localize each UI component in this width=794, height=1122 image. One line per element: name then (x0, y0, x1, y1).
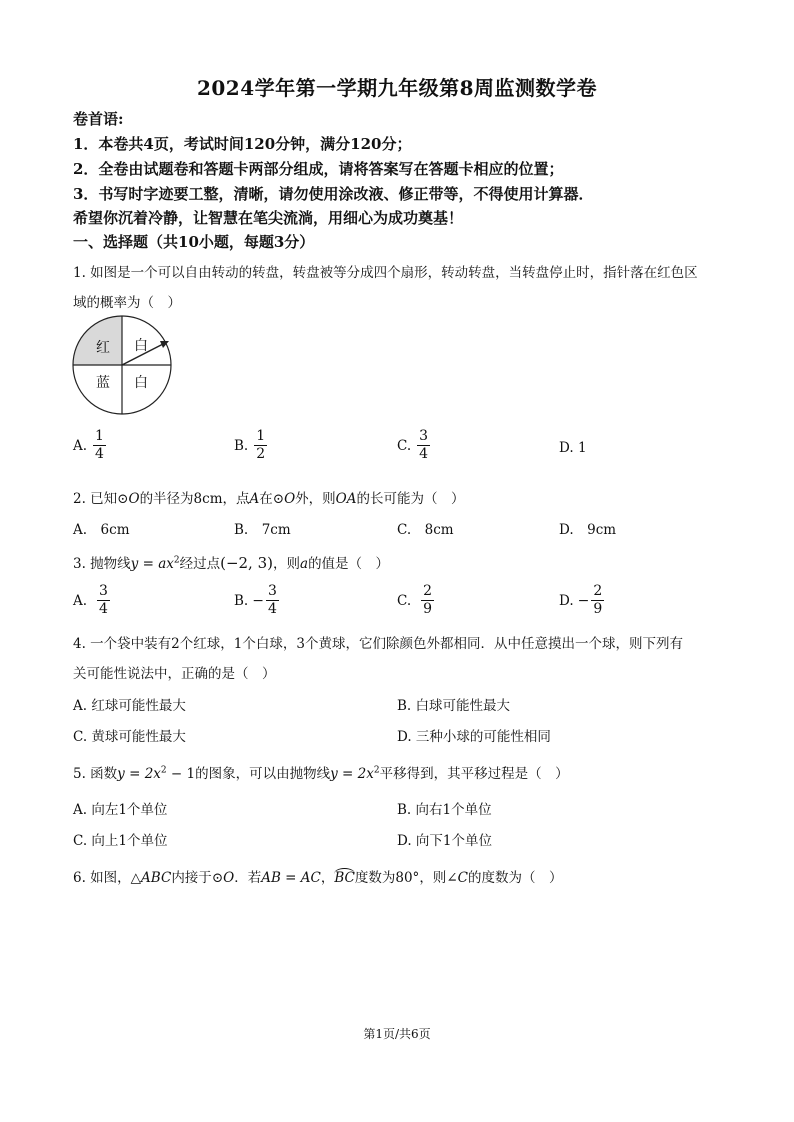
denominator: 4 (95, 446, 104, 462)
q4-option-d[interactable]: D. 三种小球的可能性相同 (397, 729, 551, 745)
q5-option-d[interactable]: D. 向下1个单位 (397, 833, 493, 849)
q4-line-1: 4. 一个袋中装有2个红球，1个白球，3个黄球，它们除颜色外都相同．从中任意摸出一个球，则下列有 (73, 636, 683, 652)
preface-line-1: 1．本卷共4页，考试时间120分钟，满分120分； (73, 135, 412, 153)
q1-option-c[interactable] (397, 428, 430, 463)
q3-text: 的值是（ ） (308, 556, 390, 572)
point-coordinates: (−2, 3) (220, 554, 273, 572)
sign: − (252, 592, 264, 609)
equal-sides: AB = AC (261, 870, 321, 886)
arc-degree: 80° (395, 870, 420, 886)
sector-label-red: 红 (96, 340, 110, 356)
q4-option-c[interactable]: C. 黄球可能性最大 (73, 729, 186, 745)
option-label: D. (559, 592, 574, 609)
function-equation: y = 2x (117, 766, 161, 782)
option-value: 1 (577, 440, 587, 456)
denominator: 4 (419, 446, 429, 462)
exponent: 2 (373, 765, 380, 776)
circle-o: ⊙O (211, 870, 235, 886)
numerator: 1 (95, 428, 104, 444)
q1-line-2: 域的概率为（ ） (73, 295, 181, 311)
numerator: 3 (267, 583, 277, 599)
angle-c: ∠C (446, 870, 468, 886)
page-footer: 第1页/共6页 (363, 1027, 431, 1041)
triangle-abc: △ABC (130, 870, 172, 886)
denominator: 4 (267, 601, 277, 617)
q5-option-b[interactable]: B. 向右1个单位 (397, 802, 492, 818)
circle-o: ⊙O (117, 491, 140, 507)
sector-label-white-top: 白 (134, 338, 148, 354)
q2-text: 2. 已知 (73, 491, 118, 507)
q4-option-b[interactable]: B. 白球可能性最大 (397, 698, 511, 714)
option-label: B. (234, 437, 249, 454)
denominator: 4 (99, 601, 108, 617)
fraction (266, 583, 279, 618)
q2-text: 在 (259, 491, 273, 507)
q3-text: 经过点 (179, 556, 221, 572)
q6-text: 度数为 (354, 870, 396, 886)
q6-text: ．若 (234, 870, 262, 886)
option-label: D. (559, 440, 574, 456)
function-constant: − 1 (166, 766, 196, 782)
q5-option-a[interactable]: A. 向左1个单位 (73, 802, 168, 818)
numerator: 3 (99, 583, 108, 599)
q4-line-2: 关可能性说法中，正确的是（ ） (73, 666, 276, 682)
q2-text: 的长可能为（ ） (356, 491, 465, 507)
q2-option-a[interactable]: A. 6cm (73, 522, 130, 538)
denominator: 2 (256, 446, 266, 462)
q6-text: 的度数为（ ） (467, 870, 563, 886)
fraction (97, 583, 110, 618)
denominator: 9 (423, 601, 433, 617)
section-heading: 一、选择题（共10小题，每题3分） (73, 233, 315, 251)
q5-text: 的图象，可以由抛物线 (195, 766, 331, 782)
fraction (421, 583, 434, 618)
sector-label-blue: 蓝 (96, 375, 110, 391)
q6-text: 6. 如图， (73, 870, 131, 886)
q6-text: ，则 (419, 870, 447, 886)
q6-text: 内接于 (171, 870, 212, 886)
q3-option-c[interactable] (397, 583, 434, 618)
q1-option-a[interactable] (73, 428, 106, 463)
fraction (591, 583, 604, 618)
q3-text: 3. 抛物线 (73, 556, 131, 572)
exponent: 2 (173, 555, 180, 566)
parabola-equation: y = 2x (330, 766, 374, 782)
circle-o: ⊙O (272, 491, 296, 507)
option-label: B. (234, 592, 249, 609)
exam-title: 2024学年第一学期九年级第8周监测数学卷 (196, 76, 598, 100)
option-label: C. (397, 437, 412, 454)
sign: − (577, 592, 590, 609)
variable-a: a (300, 556, 309, 572)
q2-stem (73, 487, 464, 507)
preface-line-4: 希望你沉着冷静，让智慧在笔尖流淌，用细心为成功奠基！ (73, 209, 464, 227)
q1-option-d[interactable] (559, 440, 587, 456)
numerator: 1 (256, 428, 266, 444)
spinner-svg (72, 315, 172, 415)
q1-line-1: 1. 如图是一个可以自由转动的转盘，转盘被等分成四个扇形，转动转盘，当转盘停止时，指针落在红色区 (73, 265, 698, 281)
q2-option-b[interactable]: B. 7cm (234, 522, 291, 538)
q3-option-d[interactable] (559, 583, 604, 618)
fraction (254, 428, 267, 463)
option-label: C. (397, 592, 412, 609)
q3-option-a[interactable] (73, 583, 110, 618)
q4-option-a[interactable]: A. 红球可能性最大 (73, 698, 186, 714)
q3-text: ，则 (273, 556, 300, 572)
option-label: A. (73, 437, 88, 454)
q3-stem (73, 552, 389, 572)
q2-text: 的半径为8cm，点 (139, 491, 250, 507)
fraction (93, 428, 106, 463)
preface-line-2: 2．全卷由试题卷和答题卡两部分组成，请将答案写在答题卡相应的位置； (73, 160, 564, 178)
q5-text: 平移得到，其平移过程是（ ） (379, 766, 569, 782)
numerator: 2 (593, 583, 603, 599)
fraction (417, 428, 430, 463)
option-label: A. (73, 592, 88, 609)
parabola-equation: y = ax (130, 556, 174, 572)
q6-stem (73, 866, 562, 886)
q5-stem (73, 762, 569, 782)
preface-line-3: 3．书写时字迹要工整，清晰，请勿使用涂改液、修正带等，不得使用计算器． (73, 185, 594, 203)
numerator: 3 (419, 428, 429, 444)
q1-option-b[interactable] (234, 428, 267, 463)
denominator: 9 (593, 601, 603, 617)
q6-text: ， (320, 870, 335, 886)
arc-bc: BC (334, 870, 355, 886)
q2-option-d[interactable]: D. 9cm (559, 522, 617, 538)
q2-text: 外，则 (295, 491, 336, 507)
q5-text: 5. 函数 (73, 766, 118, 782)
point-a: A (249, 491, 260, 507)
q5-option-c[interactable]: C. 向上1个单位 (73, 833, 168, 849)
preface-heading: 卷首语: (73, 110, 124, 128)
segment-oa: OA (335, 491, 357, 507)
sector-label-white-bottom: 白 (134, 375, 148, 391)
numerator: 2 (423, 583, 433, 599)
spinner-figure (72, 315, 172, 415)
q2-option-c[interactable]: C. 8cm (397, 522, 454, 538)
exponent: 2 (160, 765, 167, 776)
q3-option-b[interactable] (234, 583, 279, 618)
